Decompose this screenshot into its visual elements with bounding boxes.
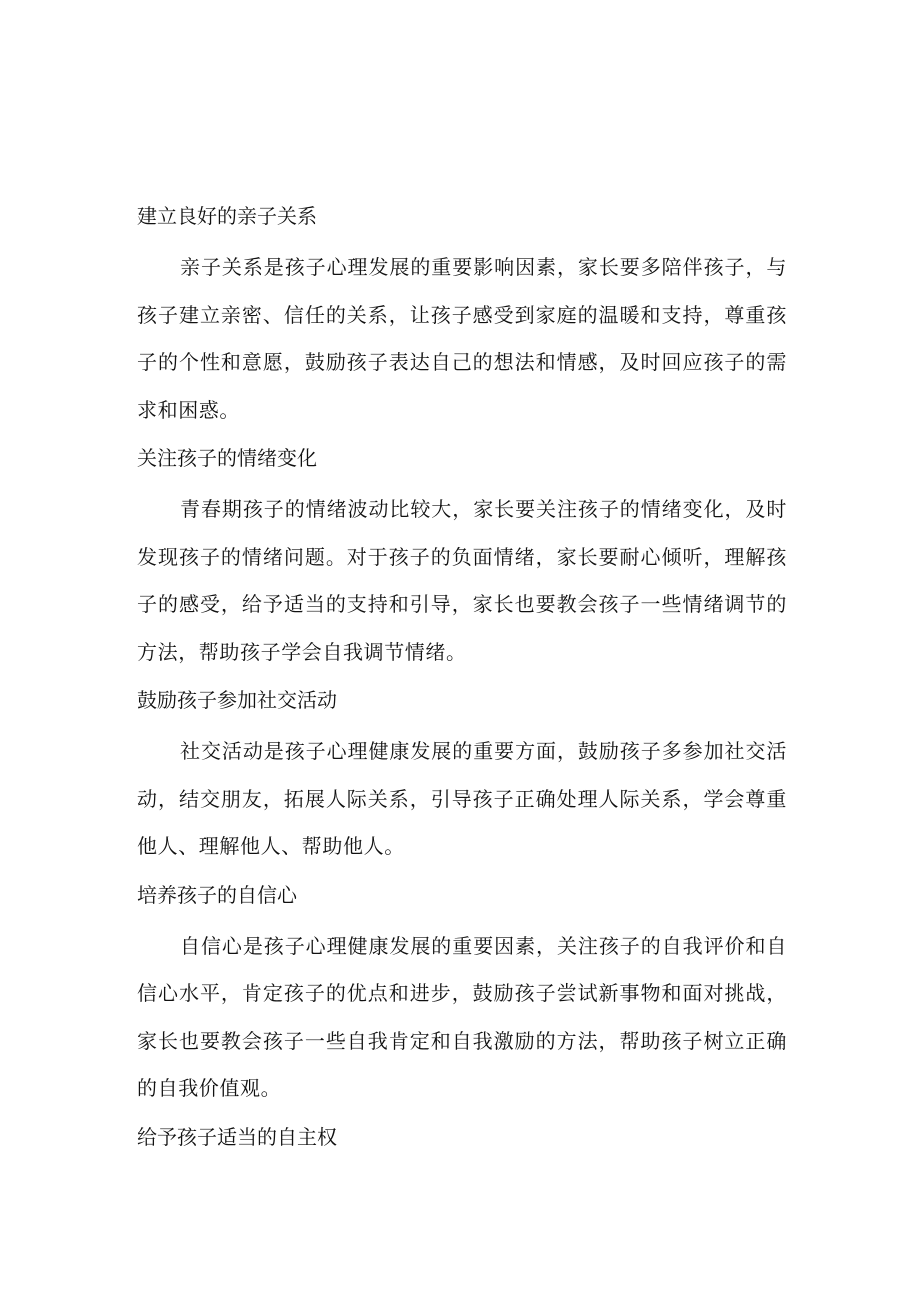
section-parent-child-relationship <box>137 196 787 434</box>
section-heading: 培养孩子的自信心 <box>137 882 297 907</box>
section-paragraph: 社交活动是孩子心理健康发展的重要方面，鼓励孩子多参加社交活动，结交朋友，拓展人际关系，引导孩子正确处理人际关系，学会尊重他人、理解他人、帮助他人。 <box>137 739 787 858</box>
section-autonomy <box>137 1117 787 1157</box>
section-emotional-changes <box>137 438 787 676</box>
section-heading: 关注孩子的情绪变化 <box>137 446 317 470</box>
section-paragraph: 自信心是孩子心理健康发展的重要因素，关注孩子的自我评价和自信心水平，肯定孩子的优点和进步，鼓励孩子尝试新事物和面对挑战，家长也要教会孩子一些自我肯定和自我激励的方法，帮助孩子树立正确的自我价值观。 <box>137 933 787 1100</box>
section-heading: 鼓励孩子参加社交活动 <box>137 688 337 712</box>
section-self-confidence <box>137 875 787 1113</box>
section-heading: 建立良好的亲子关系 <box>137 204 317 228</box>
document-body <box>137 196 787 1157</box>
section-paragraph: 亲子关系是孩子心理发展的重要影响因素，家长要多陪伴孩子，与孩子建立亲密、信任的关系，让孩子感受到家庭的温暖和支持，尊重孩子的个性和意愿，鼓励孩子表达自己的想法和情感，及时回应孩子的需求和困惑。 <box>137 255 787 422</box>
section-heading: 给予孩子适当的自主权 <box>137 1124 337 1149</box>
section-paragraph: 青春期孩子的情绪波动比较大，家长要关注孩子的情绪变化，及时发现孩子的情绪问题。对于孩子的负面情绪，家长要耐心倾听，理解孩子的感受，给予适当的支持和引导，家长也要教会孩子一些情绪调节的方法，帮助孩子学会自我调节情绪。 <box>137 497 787 664</box>
section-social-activities <box>137 680 787 871</box>
